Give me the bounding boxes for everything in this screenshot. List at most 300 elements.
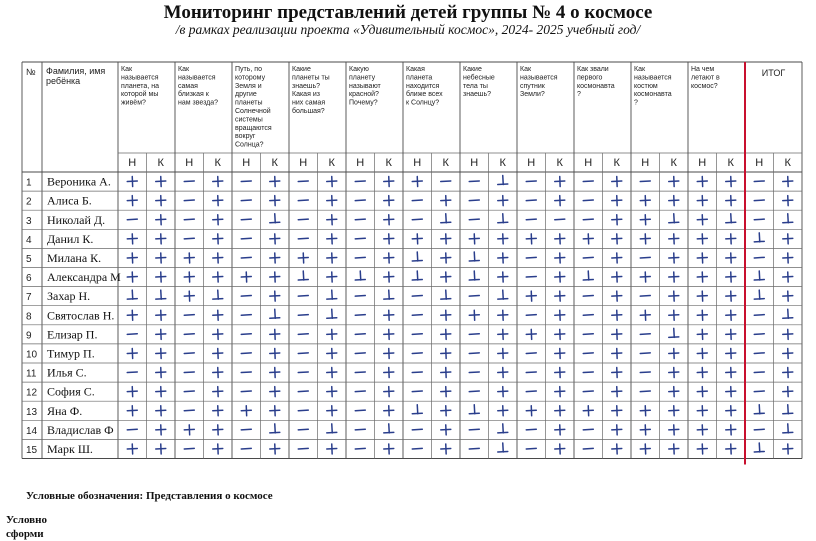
mark-minus — [241, 200, 251, 201]
mark-minus — [526, 257, 536, 258]
mark-minus — [184, 219, 194, 220]
sub-label: К — [614, 157, 621, 169]
mark-plus — [156, 425, 166, 435]
mark-minus — [526, 391, 536, 392]
mark-minus — [241, 372, 251, 373]
mark-plus — [697, 196, 707, 206]
mark-plus — [327, 177, 337, 187]
mark-minus — [640, 372, 650, 373]
sub-label: К — [386, 157, 393, 169]
mark-partial — [270, 424, 280, 433]
name-header: Фамилия, имя — [46, 66, 105, 76]
mark-plus — [156, 406, 166, 416]
mark-plus — [384, 387, 394, 397]
mark-partial — [384, 424, 394, 433]
mark-plus — [612, 444, 622, 454]
student-name: София С. — [47, 385, 95, 399]
question-header — [406, 66, 443, 107]
mark-minus — [184, 372, 194, 373]
mark-plus — [213, 234, 223, 244]
mark-plus — [384, 406, 394, 416]
mark-minus — [441, 181, 451, 182]
mark-plus — [213, 177, 223, 187]
mark-plus — [612, 387, 622, 397]
mark-minus — [754, 372, 764, 373]
mark-plus — [640, 234, 650, 244]
sub-label: К — [500, 157, 507, 169]
mark-plus — [669, 196, 679, 206]
question-text: Земли? — [520, 91, 545, 98]
mark-plus — [726, 291, 736, 301]
mark-minus — [754, 391, 764, 392]
mark-minus — [583, 181, 593, 182]
question-text: тела ты — [463, 83, 488, 90]
mark-minus — [412, 429, 422, 430]
mark-partial — [498, 214, 508, 223]
question-text: Как — [121, 66, 133, 73]
mark-minus — [469, 296, 479, 297]
mark-plus — [213, 310, 223, 320]
sub-label: Н — [128, 157, 136, 169]
mark-plus — [498, 387, 508, 397]
question-header — [520, 66, 558, 98]
question-header — [691, 66, 720, 90]
mark-plus — [726, 234, 736, 244]
mark-minus — [241, 391, 251, 392]
student-name: Милана К. — [47, 251, 101, 265]
mark-partial — [327, 424, 337, 433]
mark-plus — [783, 348, 793, 358]
question-text: Какую — [349, 66, 369, 73]
mark-plus — [441, 406, 451, 416]
mark-minus — [583, 257, 593, 258]
mark-minus — [583, 372, 593, 373]
mark-plus — [184, 253, 194, 263]
sub-label: Н — [470, 157, 478, 169]
question-header — [235, 66, 272, 149]
mark-plus — [697, 234, 707, 244]
mark-minus — [184, 334, 194, 335]
mark-plus — [783, 387, 793, 397]
mark-minus — [298, 219, 308, 220]
mark-minus — [184, 448, 194, 449]
row-number: 11 — [26, 369, 37, 380]
mark-plus — [327, 368, 337, 378]
mark-plus — [384, 272, 394, 282]
mark-partial — [754, 233, 764, 242]
question-text: ближе всех — [406, 90, 443, 98]
mark-partial — [669, 214, 679, 223]
mark-plus — [783, 329, 793, 339]
mark-minus — [754, 219, 764, 220]
mark-plus — [612, 272, 622, 282]
mark-minus — [526, 200, 536, 201]
mark-plus — [669, 291, 679, 301]
mark-minus — [754, 334, 764, 335]
sub-label: Н — [584, 157, 592, 169]
mark-partial — [441, 214, 451, 223]
mark-partial — [213, 290, 223, 299]
question-text: небесные — [463, 73, 495, 81]
mark-partial — [469, 405, 479, 414]
sub-label: Н — [641, 157, 649, 169]
mark-plus — [726, 196, 736, 206]
mark-plus — [783, 196, 793, 206]
mark-plus — [270, 291, 280, 301]
mark-minus — [298, 410, 308, 411]
mark-plus — [441, 272, 451, 282]
mark-partial — [412, 252, 422, 261]
mark-partial — [754, 405, 764, 414]
question-text: На чем — [691, 66, 714, 73]
mark-minus — [469, 334, 479, 335]
student-name: Тимур П. — [47, 346, 95, 360]
mark-minus — [241, 257, 251, 258]
mark-minus — [754, 181, 764, 182]
mark-plus — [384, 234, 394, 244]
mark-plus — [327, 253, 337, 263]
mark-partial — [384, 290, 394, 299]
mark-minus — [412, 372, 422, 373]
row-number: 13 — [26, 407, 38, 418]
question-text: Какая — [406, 66, 425, 73]
mark-plus — [441, 387, 451, 397]
question-text: летают в — [691, 74, 720, 81]
mark-minus — [412, 296, 422, 297]
row-number: 14 — [26, 426, 38, 437]
mark-minus — [355, 200, 365, 201]
mark-minus — [355, 219, 365, 220]
question-text: Как — [520, 66, 532, 73]
mark-plus — [498, 234, 508, 244]
mark-partial — [412, 271, 422, 280]
mark-minus — [754, 353, 764, 354]
mark-plus — [640, 272, 650, 282]
question-header — [292, 66, 330, 115]
num-header: № — [26, 67, 36, 77]
mark-plus — [384, 348, 394, 358]
mark-minus — [412, 353, 422, 354]
legend-note-1: Условно — [6, 513, 47, 527]
mark-plus — [526, 406, 536, 416]
mark-minus — [127, 219, 137, 220]
mark-plus — [184, 425, 194, 435]
mark-plus — [726, 310, 736, 320]
question-text: которому — [235, 74, 266, 81]
mark-plus — [726, 272, 736, 282]
mark-plus — [441, 425, 451, 435]
mark-plus — [441, 368, 451, 378]
mark-plus — [697, 291, 707, 301]
student-name: Владислав Ф — [47, 423, 114, 437]
mark-minus — [640, 334, 650, 335]
student-name: Захар Н. — [47, 289, 90, 303]
mark-plus — [412, 177, 422, 187]
total-header: ИТОГ — [762, 68, 786, 78]
mark-plus — [555, 425, 565, 435]
mark-plus — [270, 196, 280, 206]
question-text: называют — [349, 83, 382, 90]
question-text: вращаются — [235, 125, 272, 132]
mark-plus — [384, 196, 394, 206]
mark-minus — [583, 429, 593, 430]
mark-plus — [270, 329, 280, 339]
mark-plus — [213, 368, 223, 378]
mark-plus — [640, 196, 650, 206]
mark-minus — [184, 315, 194, 316]
mark-plus — [270, 387, 280, 397]
mark-plus — [783, 272, 793, 282]
mark-minus — [355, 391, 365, 392]
mark-minus — [640, 257, 650, 258]
mark-plus — [327, 272, 337, 282]
legend-notes — [6, 513, 47, 541]
mark-partial — [298, 271, 308, 280]
question-text: красной? — [349, 90, 379, 98]
question-text: называется — [634, 74, 672, 81]
question-header — [121, 66, 159, 107]
student-name: Яна Ф. — [47, 404, 82, 418]
question-text: них самая — [292, 100, 325, 107]
mark-plus — [669, 234, 679, 244]
mark-partial — [498, 443, 508, 452]
mark-minus — [555, 219, 565, 220]
mark-plus — [498, 368, 508, 378]
mark-partial — [783, 405, 793, 414]
legend-caption: Условные обозначения: Представления о космосе — [26, 490, 273, 502]
mark-plus — [469, 310, 479, 320]
row-number: 8 — [26, 311, 32, 322]
mark-plus — [327, 196, 337, 206]
student-name: Данил К. — [47, 232, 93, 246]
legend-note-2: сформи — [6, 527, 47, 541]
mark-plus — [270, 272, 280, 282]
mark-minus — [298, 181, 308, 182]
mark-partial — [327, 290, 337, 299]
mark-plus — [213, 425, 223, 435]
row-number: 10 — [26, 349, 38, 360]
mark-minus — [640, 181, 650, 182]
mark-minus — [241, 429, 251, 430]
mark-plus — [526, 291, 536, 301]
sub-label: Н — [356, 157, 364, 169]
mark-plus — [555, 368, 565, 378]
mark-plus — [156, 348, 166, 358]
question-text: знаешь? — [292, 83, 320, 90]
mark-minus — [583, 219, 593, 220]
mark-plus — [783, 368, 793, 378]
mark-minus — [526, 448, 536, 449]
question-text: планеты — [235, 100, 263, 107]
sub-label: К — [728, 157, 735, 169]
mark-minus — [241, 315, 251, 316]
mark-minus — [184, 391, 194, 392]
mark-minus — [355, 315, 365, 316]
mark-minus — [298, 353, 308, 354]
mark-minus — [412, 334, 422, 335]
mark-plus — [697, 368, 707, 378]
sub-label: Н — [242, 157, 250, 169]
question-text: Какая из — [292, 91, 320, 98]
mark-plus — [298, 253, 308, 263]
mark-minus — [355, 238, 365, 239]
mark-plus — [612, 406, 622, 416]
mark-plus — [156, 368, 166, 378]
mark-plus — [156, 177, 166, 187]
mark-minus — [298, 391, 308, 392]
mark-partial — [754, 290, 764, 299]
sub-label: Н — [527, 157, 535, 169]
mark-plus — [726, 425, 736, 435]
mark-plus — [555, 177, 565, 187]
mark-plus — [213, 329, 223, 339]
mark-minus — [640, 353, 650, 354]
mark-minus — [412, 219, 422, 220]
mark-plus — [669, 368, 679, 378]
mark-minus — [583, 391, 593, 392]
mark-minus — [412, 200, 422, 201]
mark-minus — [355, 296, 365, 297]
mark-minus — [469, 181, 479, 182]
mark-plus — [612, 177, 622, 187]
mark-plus — [526, 234, 536, 244]
mark-plus — [697, 272, 707, 282]
mark-partial — [270, 214, 280, 223]
sub-label: Н — [185, 157, 193, 169]
mark-partial — [783, 214, 793, 223]
mark-plus — [412, 234, 422, 244]
mark-plus — [213, 215, 223, 225]
mark-minus — [127, 334, 137, 335]
mark-plus — [127, 310, 137, 320]
mark-plus — [241, 406, 251, 416]
sub-label: Н — [413, 157, 421, 169]
mark-plus — [327, 387, 337, 397]
mark-plus — [783, 234, 793, 244]
mark-minus — [241, 219, 251, 220]
mark-minus — [469, 391, 479, 392]
mark-plus — [612, 196, 622, 206]
question-text: космонавта — [634, 91, 672, 98]
mark-plus — [213, 444, 223, 454]
mark-partial — [355, 271, 365, 280]
mark-minus — [526, 276, 536, 277]
mark-partial — [127, 290, 137, 299]
question-text: называется — [520, 74, 558, 81]
mark-partial — [469, 271, 479, 280]
student-name: Илья С. — [47, 366, 87, 380]
question-text: Какие — [463, 66, 482, 73]
mark-partial — [783, 309, 793, 318]
mark-minus — [298, 448, 308, 449]
mark-plus — [726, 368, 736, 378]
mark-minus — [298, 296, 308, 297]
row-number: 7 — [26, 292, 32, 303]
question-text: спутник — [520, 83, 546, 90]
question-text: большая? — [292, 107, 325, 115]
mark-plus — [270, 406, 280, 416]
mark-plus — [327, 215, 337, 225]
mark-plus — [127, 253, 137, 263]
mark-minus — [355, 334, 365, 335]
mark-minus — [127, 429, 137, 430]
question-text: планету — [349, 74, 376, 81]
question-text: ? — [634, 100, 638, 107]
student-name: Вероника А. — [47, 175, 111, 189]
question-text: близкая к — [178, 90, 210, 98]
mark-minus — [469, 429, 479, 430]
mark-plus — [697, 387, 707, 397]
mark-minus — [526, 429, 536, 430]
mark-plus — [156, 196, 166, 206]
mark-plus — [640, 425, 650, 435]
question-text: Как — [178, 66, 190, 73]
mark-plus — [612, 425, 622, 435]
mark-minus — [469, 448, 479, 449]
mark-plus — [270, 444, 280, 454]
mark-minus — [241, 334, 251, 335]
mark-plus — [697, 253, 707, 263]
mark-plus — [384, 444, 394, 454]
question-text: Как — [634, 66, 646, 73]
mark-minus — [640, 296, 650, 297]
mark-minus — [469, 372, 479, 373]
mark-minus — [298, 429, 308, 430]
mark-plus — [441, 196, 451, 206]
mark-partial — [669, 328, 679, 337]
mark-minus — [469, 219, 479, 220]
question-text: планета, на — [121, 83, 159, 90]
question-header — [349, 66, 382, 107]
mark-plus — [669, 406, 679, 416]
mark-plus — [669, 253, 679, 263]
mark-plus — [441, 444, 451, 454]
mark-minus — [355, 410, 365, 411]
mark-minus — [355, 257, 365, 258]
mark-minus — [184, 353, 194, 354]
mark-plus — [270, 253, 280, 263]
mark-minus — [526, 353, 536, 354]
mark-plus — [213, 272, 223, 282]
question-text: ? — [577, 91, 581, 98]
mark-plus — [726, 348, 736, 358]
mark-plus — [441, 348, 451, 358]
sub-label: К — [557, 157, 564, 169]
mark-plus — [127, 272, 137, 282]
mark-plus — [213, 406, 223, 416]
sub-label: К — [158, 157, 165, 169]
mark-plus — [555, 348, 565, 358]
mark-plus — [555, 387, 565, 397]
row-number: 5 — [26, 254, 32, 265]
mark-partial — [156, 290, 166, 299]
mark-plus — [384, 329, 394, 339]
mark-minus — [583, 296, 593, 297]
row-number: 2 — [26, 197, 32, 208]
mark-minus — [355, 181, 365, 182]
mark-plus — [270, 348, 280, 358]
mark-partial — [469, 252, 479, 261]
sub-label: К — [329, 157, 336, 169]
mark-plus — [213, 253, 223, 263]
mark-plus — [498, 406, 508, 416]
mark-plus — [127, 234, 137, 244]
mark-plus — [270, 177, 280, 187]
row-number: 3 — [26, 216, 32, 227]
question-text: первого — [577, 74, 603, 81]
mark-plus — [127, 406, 137, 416]
mark-plus — [697, 348, 707, 358]
